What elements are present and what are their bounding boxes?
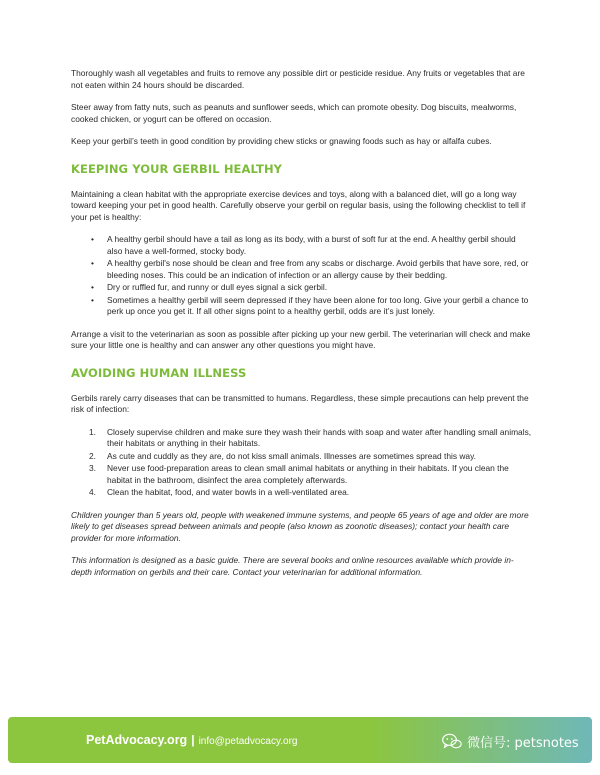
zoonotic-note: Children younger than 5 years old, people with weakened immune systems, and people 65 years of age and older are more likely to get diseases spread between animals and people (also known as zoonotic diseases); contact your health care provider for more information. — [71, 509, 529, 543]
wechat-id-text: 微信号: petsnotes — [467, 735, 579, 751]
healthy-lead-paragraph: Maintaining a clean habitat with the appropriate exercise devices and toys, along with a balanced diet, will go a long way toward keeping your pet in good health. Carefully observe your gerbil on regular basis, using the following checklist to tell if your pet is healthy: — [71, 188, 526, 222]
wechat-watermark — [442, 731, 579, 751]
list-item — [71, 234, 533, 257]
precautions-list — [71, 427, 533, 499]
bullet-marker: • — [91, 294, 94, 305]
section-heading-illness: AVOIDING HUMAN ILLNESS — [71, 365, 247, 380]
list-item-text: A healthy gerbil's nose should be clean and free from any scabs or discharge. Avoid gerbils that have sore, red, or bleeding noses. This could be an indication of infection or an allergy cause by their bedding. — [107, 258, 529, 280]
footer-banner — [8, 717, 592, 763]
footer-email-link[interactable]: info@petadvocacy.org — [198, 736, 298, 747]
bullet-marker: • — [91, 234, 94, 244]
footer-separator: | — [191, 733, 195, 747]
step-number: 2. — [89, 450, 96, 461]
list-item — [71, 463, 533, 486]
footer-site-link[interactable]: PetAdvocacy.org — [86, 733, 188, 747]
document-page — [71, 68, 533, 589]
list-item — [71, 451, 533, 463]
guide-disclaimer: This information is designed as a basic guide. There are several books and online resources available which provide in-depth information on gerbils and their care. Contact your veterinarian for additional information. — [71, 555, 514, 577]
healthy-closing-paragraph: Arrange a visit to the veterinarian as soon as possible after picking up your new gerbil. The veterinarian will check and make sure your little one is healthy and can answer any other questions you might have. — [71, 328, 531, 350]
list-item-text: Sometimes a healthy gerbil will seem depressed if they have been alone for too long. Give your gerbil a chance to perk up once you get it. If all other signs point to a healthy gerbil, odds are it’s just lonely. — [107, 294, 529, 316]
list-item — [71, 258, 533, 281]
list-item-text: As cute and cuddly as they are, do not kiss small animals. Illnesses are sometimes spread this way. — [107, 450, 476, 461]
intro-paragraph-1: Thoroughly wash all vegetables and fruits to remove any possible dirt or pesticide residue. Any fruits or vegetables that are not eaten within 24 hours should be discarded. — [71, 68, 525, 90]
health-checklist — [71, 234, 533, 318]
step-number: 4. — [89, 487, 96, 497]
list-item-text: Clean the habitat, food, and water bowls in a well-ventilated area. — [107, 487, 350, 497]
intro-paragraph-2: Steer away from fatty nuts, such as peanuts and sunflower seeds, which can promote obesity. Dog biscuits, mealworms, cooked chicken, or yogurt can be offered on occasion. — [71, 102, 517, 124]
illness-lead-paragraph: Gerbils rarely carry diseases that can be transmitted to humans. Regardless, these simple precautions can help prevent the risk of infection: — [71, 392, 529, 414]
footer-contact — [86, 733, 297, 747]
step-number: 3. — [89, 463, 96, 473]
bullet-marker: • — [91, 258, 94, 268]
list-item-text: Never use food-preparation areas to clean small animal habitats or anything in their habitats. If you clean the habitat in the bathroom, disinfect the area completely afterwards. — [107, 463, 509, 485]
section-heading-healthy: KEEPING YOUR GERBIL HEALTHY — [71, 161, 283, 176]
list-item — [71, 295, 533, 318]
step-number: 1. — [89, 426, 96, 437]
bullet-marker: • — [91, 282, 94, 292]
list-item-text: A healthy gerbil should have a tail as long as its body, with a burst of soft fur at the end. A healthy gerbil should also have a well-formed, stocky body. — [107, 234, 516, 256]
intro-paragraph-3: Keep your gerbil’s teeth in good condition by providing chew sticks or gnawing foods such as hay or alfalfa cubes. — [71, 136, 492, 146]
wechat-icon — [442, 733, 462, 750]
list-item — [71, 282, 533, 294]
list-item — [71, 427, 533, 450]
list-item-text: Dry or ruffled fur, and runny or dull eyes signal a sick gerbil. — [107, 282, 328, 292]
list-item-text: Closely supervise children and make sure they wash their hands with soap and water after handling small animals, their habitats or anything in their habitats. — [107, 426, 532, 448]
list-item — [71, 487, 533, 499]
